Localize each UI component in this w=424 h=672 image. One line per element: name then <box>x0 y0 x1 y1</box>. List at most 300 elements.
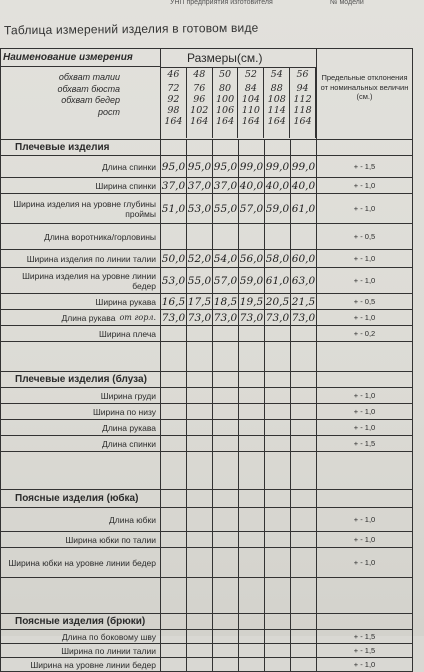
gap-cell <box>161 452 187 489</box>
row-name <box>1 658 161 671</box>
row-value <box>187 644 213 657</box>
table-row <box>1 420 413 436</box>
row-value <box>291 630 317 643</box>
row-value: 54,0 <box>213 250 239 267</box>
row-value <box>291 548 317 577</box>
table-row <box>1 644 413 658</box>
row-value: 21,5 <box>291 295 316 308</box>
top-strip <box>150 0 420 8</box>
row-value: 53,0 <box>161 268 187 293</box>
row-value <box>161 420 187 435</box>
section-cell <box>161 372 187 387</box>
param-value: 94 <box>296 83 309 94</box>
row-value: 95,0 <box>213 156 239 177</box>
param-value: 106 <box>216 105 235 116</box>
row-value <box>161 532 187 547</box>
gap-cell <box>1 578 161 613</box>
row-value: 55,0 <box>213 194 239 223</box>
row-value <box>239 326 265 341</box>
row-value <box>239 548 265 577</box>
row-value <box>161 548 187 577</box>
row-tolerance: + - 1,0 <box>317 508 413 531</box>
row-value <box>213 326 239 341</box>
row-value <box>239 436 265 451</box>
table-row <box>1 310 413 326</box>
row-tolerance: + - 1,5 <box>317 644 413 657</box>
row-value <box>239 508 265 531</box>
row-value: 99,0 <box>239 156 265 177</box>
row-name <box>1 644 161 657</box>
param-value: 164 <box>190 116 209 127</box>
table-row <box>1 436 413 452</box>
table-row <box>1 532 413 548</box>
param-value: 164 <box>293 116 312 127</box>
page-title: Таблица измерений изделия в готовом виде <box>3 20 259 38</box>
row-value <box>239 630 265 643</box>
row-value: 18,5 <box>213 295 238 308</box>
section-cell <box>239 490 265 507</box>
row-name <box>1 310 161 325</box>
row-value <box>291 326 317 341</box>
table-row <box>1 658 413 672</box>
row-value: 57,0 <box>239 194 265 223</box>
param-value: 88 <box>270 83 283 94</box>
row-tolerance: + - 1,0 <box>317 388 413 403</box>
row-value <box>187 420 213 435</box>
gap-cell <box>239 578 265 613</box>
param-value: 80 <box>219 83 232 94</box>
row-value <box>291 436 317 451</box>
row-value <box>265 630 291 643</box>
row-tolerance: + - 1,0 <box>317 310 413 325</box>
section-cell <box>161 614 187 629</box>
row-value: 51,0 <box>161 194 187 223</box>
header-params <box>1 67 160 118</box>
section-cell <box>187 372 213 387</box>
row-value: 58,0 <box>265 250 291 267</box>
size-number: 46 <box>161 68 187 80</box>
section-cell <box>239 140 265 155</box>
section-cell <box>213 614 239 629</box>
row-value <box>187 388 213 403</box>
section-title: Плечевые изделия (блуза) <box>1 372 161 387</box>
row-name <box>1 194 161 223</box>
section-title: Поясные изделия (брюки) <box>1 614 161 629</box>
gap-cell <box>265 342 291 371</box>
gap-cell <box>291 342 317 371</box>
row-name-text: Ширина груди <box>100 390 156 401</box>
row-value: 57,0 <box>213 268 239 293</box>
row-value <box>291 388 317 403</box>
row-value <box>265 548 291 577</box>
section-cell <box>291 372 317 387</box>
row-value <box>187 548 213 577</box>
row-name-text: Длина рукава <box>102 422 156 433</box>
row-value <box>187 326 213 341</box>
section-title: Плечевые изделия <box>1 140 161 155</box>
table-row <box>1 194 413 224</box>
row-value <box>265 404 291 419</box>
row-name-text: Длина юбки <box>109 514 156 525</box>
row-value: 73,0 <box>187 311 212 324</box>
row-name-text: Ширина изделия на уровне глубины проймы <box>13 198 156 219</box>
empty-gap-row <box>1 452 413 490</box>
row-value: 99,0 <box>291 156 317 177</box>
row-value <box>213 658 239 671</box>
row-name <box>1 268 161 293</box>
section-cell <box>317 614 413 629</box>
section-cell <box>213 490 239 507</box>
size-param-column <box>187 80 213 138</box>
section-cell <box>291 614 317 629</box>
gap-cell <box>161 578 187 613</box>
empty-gap-row <box>1 578 413 614</box>
row-tolerance: + - 0,5 <box>317 294 413 309</box>
row-tolerance: + - 1,0 <box>317 404 413 419</box>
row-value <box>161 436 187 451</box>
row-value: 37,0 <box>213 179 238 192</box>
section-cell <box>161 140 187 155</box>
row-value <box>161 224 187 249</box>
gap-cell <box>187 342 213 371</box>
row-value <box>213 420 239 435</box>
param-label: рост <box>97 106 120 117</box>
row-value: 52,0 <box>187 250 213 267</box>
row-value: 61,0 <box>291 194 317 223</box>
gap-cell <box>291 578 317 613</box>
size-param-column <box>161 80 187 138</box>
row-value: 37,0 <box>187 179 212 192</box>
row-value <box>213 224 239 249</box>
header-name-label: Наименование измерения <box>1 49 160 67</box>
row-name <box>1 178 161 193</box>
row-name <box>1 224 161 249</box>
row-name-text: Длина спинки <box>101 438 156 449</box>
row-value <box>187 532 213 547</box>
row-value: 95,0 <box>161 156 187 177</box>
row-value <box>291 420 317 435</box>
row-value: 59,0 <box>239 268 265 293</box>
row-value <box>187 508 213 531</box>
row-value <box>187 630 213 643</box>
gap-cell <box>1 452 161 489</box>
row-value <box>265 436 291 451</box>
param-label: обхват бюста <box>57 83 120 94</box>
row-value: 59,0 <box>265 194 291 223</box>
row-tolerance: + - 1,0 <box>317 420 413 435</box>
header-sizes <box>161 49 317 139</box>
gap-cell <box>317 342 413 371</box>
row-value <box>239 388 265 403</box>
section-cell <box>213 140 239 155</box>
row-name <box>1 156 161 177</box>
row-name-text: Ширина по низу <box>93 406 156 417</box>
row-value <box>265 644 291 657</box>
size-numbers <box>161 67 316 80</box>
section-cell <box>239 372 265 387</box>
param-value: 114 <box>267 105 286 116</box>
row-value <box>187 404 213 419</box>
row-value: 16,5 <box>161 295 186 308</box>
row-name-text: Длина по боковому шву <box>61 631 156 642</box>
row-name-text: Ширина юбки по талии <box>65 534 156 545</box>
row-value: 40,0 <box>265 179 290 192</box>
row-value <box>161 508 187 531</box>
row-name-text: Длина воротника/горловины <box>44 231 156 242</box>
gap-cell <box>161 342 187 371</box>
table-row <box>1 388 413 404</box>
param-value: 118 <box>293 105 312 116</box>
row-value: 73,0 <box>239 311 264 324</box>
row-tolerance: + - 1,0 <box>317 194 413 223</box>
row-value <box>161 658 187 671</box>
table-row <box>1 404 413 420</box>
row-name <box>1 388 161 403</box>
row-value <box>213 508 239 531</box>
size-param-column <box>264 80 290 138</box>
row-value <box>239 532 265 547</box>
row-name <box>1 326 161 341</box>
param-value: 104 <box>241 94 260 105</box>
row-value: 17,5 <box>187 295 212 308</box>
size-param-values <box>161 80 316 138</box>
row-tolerance: + - 0,5 <box>317 224 413 249</box>
row-name-text: Ширина рукава <box>95 296 156 307</box>
param-value: 98 <box>167 105 180 116</box>
row-value: 40,0 <box>239 179 264 192</box>
section-cell <box>317 490 413 507</box>
row-value <box>291 644 317 657</box>
row-value: 73,0 <box>161 311 186 324</box>
gap-cell <box>213 578 239 613</box>
row-value: 73,0 <box>265 311 290 324</box>
row-value <box>239 420 265 435</box>
table-row <box>1 178 413 194</box>
row-value <box>213 436 239 451</box>
row-name-text: Ширина изделия по линии талии <box>26 253 156 264</box>
size-number: 48 <box>187 68 213 80</box>
table-row <box>1 548 413 578</box>
section-cell <box>187 490 213 507</box>
row-value <box>213 388 239 403</box>
row-value: 56,0 <box>239 250 265 267</box>
param-value: 76 <box>193 83 206 94</box>
size-param-column <box>238 80 264 138</box>
row-value <box>265 420 291 435</box>
gap-cell <box>265 578 291 613</box>
row-value: 40,0 <box>291 179 316 192</box>
header-name-column <box>1 49 161 139</box>
section-cell <box>291 490 317 507</box>
row-name-text: Длина рукава <box>61 312 116 323</box>
gap-cell <box>317 452 413 489</box>
section-cell <box>239 614 265 629</box>
row-name <box>1 420 161 435</box>
gap-cell <box>187 452 213 489</box>
row-value: 55,0 <box>187 268 213 293</box>
param-value: 72 <box>167 83 180 94</box>
model-label: № модели <box>330 0 364 6</box>
row-value <box>161 326 187 341</box>
measurement-table <box>0 48 413 672</box>
row-value <box>291 658 317 671</box>
row-name-text: Длина спинки <box>101 161 156 172</box>
row-value <box>161 388 187 403</box>
param-value: 102 <box>190 105 209 116</box>
section-cell <box>265 140 291 155</box>
row-value <box>213 630 239 643</box>
section-cell <box>187 614 213 629</box>
org-label: УНП предприятия изготовителя <box>170 0 273 6</box>
row-value <box>161 404 187 419</box>
param-value: 110 <box>241 105 260 116</box>
table-row <box>1 250 413 268</box>
row-value: 63,0 <box>291 268 317 293</box>
row-name <box>1 532 161 547</box>
row-tolerance: + - 0,2 <box>317 326 413 341</box>
param-label: обхват бедер <box>61 95 120 105</box>
row-value <box>265 224 291 249</box>
param-value: 108 <box>267 94 286 105</box>
table-row <box>1 156 413 178</box>
row-name <box>1 436 161 451</box>
row-name-text: Ширина спинки <box>95 180 156 191</box>
gap-cell <box>213 342 239 371</box>
section-cell <box>317 140 413 155</box>
row-value: 37,0 <box>161 179 186 192</box>
row-value: 50,0 <box>161 250 187 267</box>
row-value <box>213 548 239 577</box>
table-row <box>1 268 413 294</box>
row-name-text: Ширина изделия на уровне линии бедер <box>22 270 156 291</box>
table-row <box>1 224 413 250</box>
row-value: 19,5 <box>239 295 264 308</box>
row-value <box>213 532 239 547</box>
section-title: Поясные изделия (юбка) <box>1 490 161 507</box>
row-value <box>239 224 265 249</box>
row-tolerance: + - 1,0 <box>317 178 413 193</box>
table-row <box>1 508 413 532</box>
row-value: 61,0 <box>265 268 291 293</box>
size-number: 50 <box>213 68 239 80</box>
section-cell <box>265 490 291 507</box>
row-value: 73,0 <box>213 311 238 324</box>
param-value: 112 <box>293 94 312 105</box>
row-value <box>187 658 213 671</box>
row-value <box>291 224 317 249</box>
size-param-column <box>213 80 239 138</box>
param-value: 96 <box>193 94 206 105</box>
row-value: 95,0 <box>187 156 213 177</box>
row-value <box>161 644 187 657</box>
row-value: 60,0 <box>291 250 317 267</box>
section-cell <box>161 490 187 507</box>
size-number: 56 <box>290 68 316 80</box>
row-value <box>291 404 317 419</box>
param-value: 100 <box>216 94 235 105</box>
row-value: 73,0 <box>291 311 316 324</box>
row-name <box>1 294 161 309</box>
row-value <box>187 436 213 451</box>
section-cell <box>265 372 291 387</box>
row-name-text: Ширина плеча <box>99 328 156 339</box>
row-tolerance: + - 1,0 <box>317 268 413 293</box>
param-value: 92 <box>167 94 180 105</box>
row-value <box>187 224 213 249</box>
row-value <box>265 508 291 531</box>
table-row <box>1 326 413 342</box>
section-cell <box>265 614 291 629</box>
row-tolerance: + - 1,5 <box>317 156 413 177</box>
size-param-column <box>290 80 316 138</box>
row-value: 99,0 <box>265 156 291 177</box>
row-value <box>239 644 265 657</box>
row-name <box>1 548 161 577</box>
section-cell <box>317 372 413 387</box>
param-value: 84 <box>244 83 257 94</box>
row-value <box>265 388 291 403</box>
gap-cell <box>1 342 161 371</box>
row-tolerance: + - 1,0 <box>317 532 413 547</box>
row-tolerance: + - 1,0 <box>317 658 413 671</box>
gap-cell <box>291 452 317 489</box>
row-value: 53,0 <box>187 194 213 223</box>
row-name <box>1 630 161 643</box>
size-number: 52 <box>238 68 264 80</box>
param-value: 164 <box>241 116 260 127</box>
table-row <box>1 630 413 644</box>
section-header <box>1 140 413 156</box>
row-value <box>265 532 291 547</box>
row-value <box>213 644 239 657</box>
row-tolerance: + - 1,5 <box>317 436 413 451</box>
row-name <box>1 508 161 531</box>
header-sizes-label: Размеры(см.) <box>187 51 263 65</box>
row-value <box>161 630 187 643</box>
section-cell <box>291 140 317 155</box>
param-value: 164 <box>216 116 235 127</box>
row-value <box>265 658 291 671</box>
row-value <box>213 404 239 419</box>
row-value <box>291 508 317 531</box>
gap-cell <box>239 342 265 371</box>
row-tolerance: + - 1,5 <box>317 630 413 643</box>
param-value: 164 <box>164 116 183 127</box>
row-value <box>239 658 265 671</box>
section-header <box>1 614 413 630</box>
row-value: 20,5 <box>265 295 290 308</box>
table-row <box>1 294 413 310</box>
section-cell <box>213 372 239 387</box>
row-name <box>1 404 161 419</box>
row-tolerance: + - 1,0 <box>317 548 413 577</box>
row-name-text: Ширина по линии талии <box>61 645 156 656</box>
row-name <box>1 250 161 267</box>
row-name-text: Ширина юбки на уровне линии бедер <box>8 557 156 568</box>
section-header <box>1 372 413 388</box>
param-value: 164 <box>267 116 286 127</box>
row-value <box>291 532 317 547</box>
param-label: обхват талии <box>58 72 120 82</box>
row-value <box>265 326 291 341</box>
section-header <box>1 490 413 508</box>
gap-cell <box>213 452 239 489</box>
gap-cell <box>187 578 213 613</box>
gap-cell <box>239 452 265 489</box>
size-number: 54 <box>264 68 290 80</box>
row-value <box>239 404 265 419</box>
row-prefix: от горл. <box>119 312 156 322</box>
